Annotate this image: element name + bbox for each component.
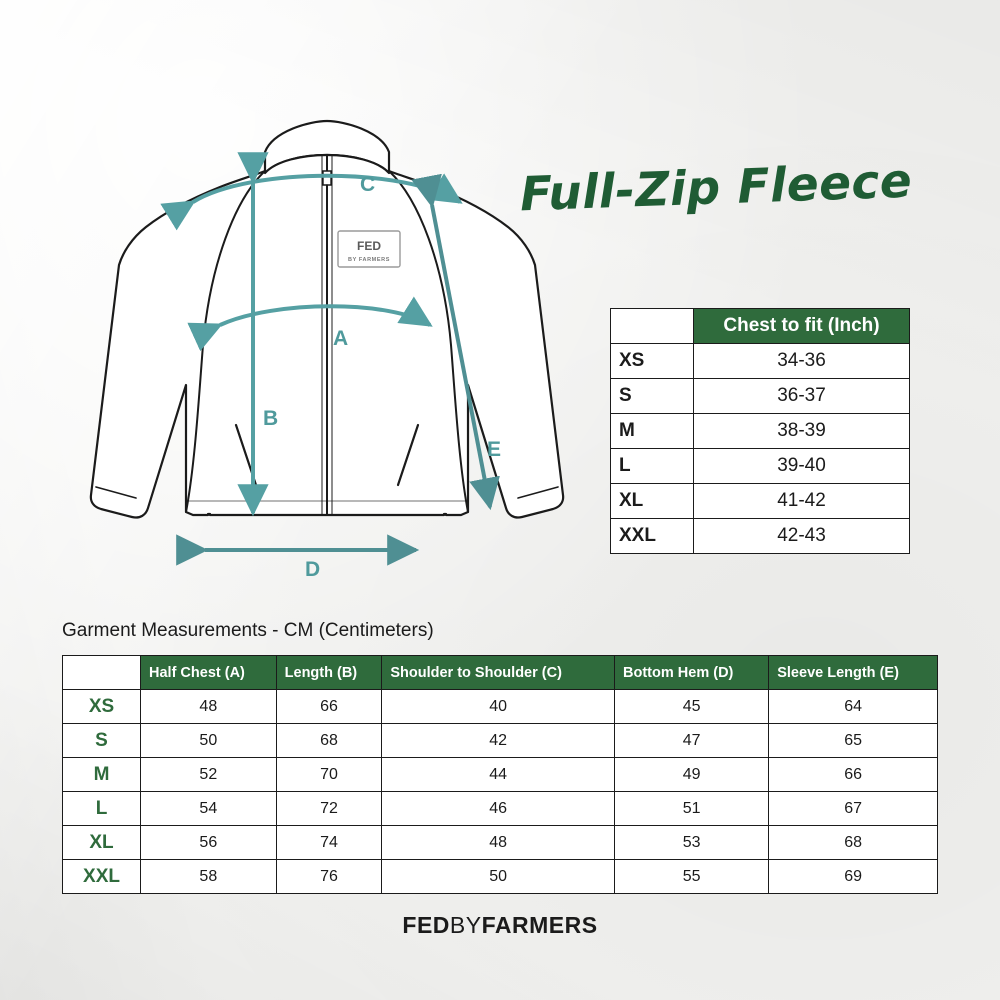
gm-header-shoulder: Shoulder to Shoulder (C) bbox=[382, 656, 615, 690]
gm-header-hem: Bottom Hem (D) bbox=[615, 656, 769, 690]
chest-size-m: M bbox=[611, 414, 694, 449]
table-header-row bbox=[611, 309, 910, 344]
chest-table-header: Chest to fit (Inch) bbox=[694, 309, 910, 344]
page-title: Full-Zip Fleece bbox=[519, 153, 914, 223]
gm-header-half-chest: Half Chest (A) bbox=[141, 656, 277, 690]
gm-l-length: 72 bbox=[276, 792, 382, 826]
chest-value-xl: 41-42 bbox=[694, 484, 910, 519]
gm-xl-sleeve: 68 bbox=[769, 826, 938, 860]
chest-size-xxl: XXL bbox=[611, 519, 694, 554]
table-row bbox=[63, 724, 938, 758]
gm-xxl-half-chest: 58 bbox=[141, 860, 277, 894]
footer-logo-by: BY bbox=[449, 912, 482, 938]
svg-text:FED: FED bbox=[357, 239, 381, 253]
chest-value-l: 39-40 bbox=[694, 449, 910, 484]
chest-size-l: L bbox=[611, 449, 694, 484]
table-row bbox=[611, 379, 910, 414]
gm-size-l: L bbox=[63, 792, 141, 826]
chest-value-xs: 34-36 bbox=[694, 344, 910, 379]
table-row bbox=[611, 484, 910, 519]
table-row bbox=[63, 690, 938, 724]
table-row bbox=[611, 449, 910, 484]
gm-xs-shoulder: 40 bbox=[382, 690, 615, 724]
gm-l-hem: 51 bbox=[615, 792, 769, 826]
gm-m-half-chest: 52 bbox=[141, 758, 277, 792]
gm-xs-sleeve: 64 bbox=[769, 690, 938, 724]
table-row bbox=[63, 826, 938, 860]
table-header-row bbox=[63, 656, 938, 690]
gm-xxl-length: 76 bbox=[276, 860, 382, 894]
table-row bbox=[611, 414, 910, 449]
gm-size-xxl: XXL bbox=[63, 860, 141, 894]
table-row bbox=[63, 860, 938, 894]
gm-s-half-chest: 50 bbox=[141, 724, 277, 758]
gm-l-shoulder: 46 bbox=[382, 792, 615, 826]
gm-s-shoulder: 42 bbox=[382, 724, 615, 758]
gm-s-length: 68 bbox=[276, 724, 382, 758]
table-row bbox=[611, 344, 910, 379]
svg-text:BY FARMERS: BY FARMERS bbox=[348, 257, 390, 263]
dimension-label-b: B bbox=[263, 407, 279, 430]
gm-m-length: 70 bbox=[276, 758, 382, 792]
dimension-label-d: D bbox=[305, 558, 321, 581]
gm-l-half-chest: 54 bbox=[141, 792, 277, 826]
gm-size-xl: XL bbox=[63, 826, 141, 860]
dimension-label-a: A bbox=[333, 327, 349, 350]
chest-value-m: 38-39 bbox=[694, 414, 910, 449]
garment-measurements-caption: Garment Measurements - CM (Centimeters) bbox=[62, 620, 434, 641]
footer-logo-fed: FED bbox=[402, 912, 450, 938]
gm-m-hem: 49 bbox=[615, 758, 769, 792]
gm-size-s: S bbox=[63, 724, 141, 758]
table-row bbox=[611, 519, 910, 554]
chest-size-s: S bbox=[611, 379, 694, 414]
chest-size-xl: XL bbox=[611, 484, 694, 519]
gm-size-m: M bbox=[63, 758, 141, 792]
gm-header-sleeve: Sleeve Length (E) bbox=[769, 656, 938, 690]
gm-xs-length: 66 bbox=[276, 690, 382, 724]
brand-patch bbox=[338, 231, 400, 267]
gm-size-xs: XS bbox=[63, 690, 141, 724]
garment-illustration bbox=[60, 95, 580, 595]
gm-xs-hem: 45 bbox=[615, 690, 769, 724]
gm-l-sleeve: 67 bbox=[769, 792, 938, 826]
garment-measurements-table bbox=[62, 655, 938, 894]
gm-s-hem: 47 bbox=[615, 724, 769, 758]
table-row bbox=[63, 792, 938, 826]
fleece-drawing bbox=[60, 95, 580, 595]
gm-xs-half-chest: 48 bbox=[141, 690, 277, 724]
gm-xxl-hem: 55 bbox=[615, 860, 769, 894]
footer-logo bbox=[0, 912, 1000, 939]
gm-header-length: Length (B) bbox=[276, 656, 382, 690]
chest-value-xxl: 42-43 bbox=[694, 519, 910, 554]
gm-corner-cell bbox=[63, 656, 141, 690]
gm-xxl-shoulder: 50 bbox=[382, 860, 615, 894]
table-row bbox=[63, 758, 938, 792]
dimension-label-e: E bbox=[487, 438, 502, 461]
gm-m-shoulder: 44 bbox=[382, 758, 615, 792]
chest-value-s: 36-37 bbox=[694, 379, 910, 414]
footer-logo-farmers: FARMERS bbox=[481, 912, 598, 938]
gm-s-sleeve: 65 bbox=[769, 724, 938, 758]
gm-xl-shoulder: 48 bbox=[382, 826, 615, 860]
gm-xxl-sleeve: 69 bbox=[769, 860, 938, 894]
dimension-label-c: C bbox=[360, 173, 376, 196]
chest-table-corner-cell bbox=[611, 309, 694, 344]
chest-size-xs: XS bbox=[611, 344, 694, 379]
gm-xl-half-chest: 56 bbox=[141, 826, 277, 860]
gm-m-sleeve: 66 bbox=[769, 758, 938, 792]
gm-xl-length: 74 bbox=[276, 826, 382, 860]
gm-xl-hem: 53 bbox=[615, 826, 769, 860]
chest-to-fit-table bbox=[610, 308, 910, 554]
